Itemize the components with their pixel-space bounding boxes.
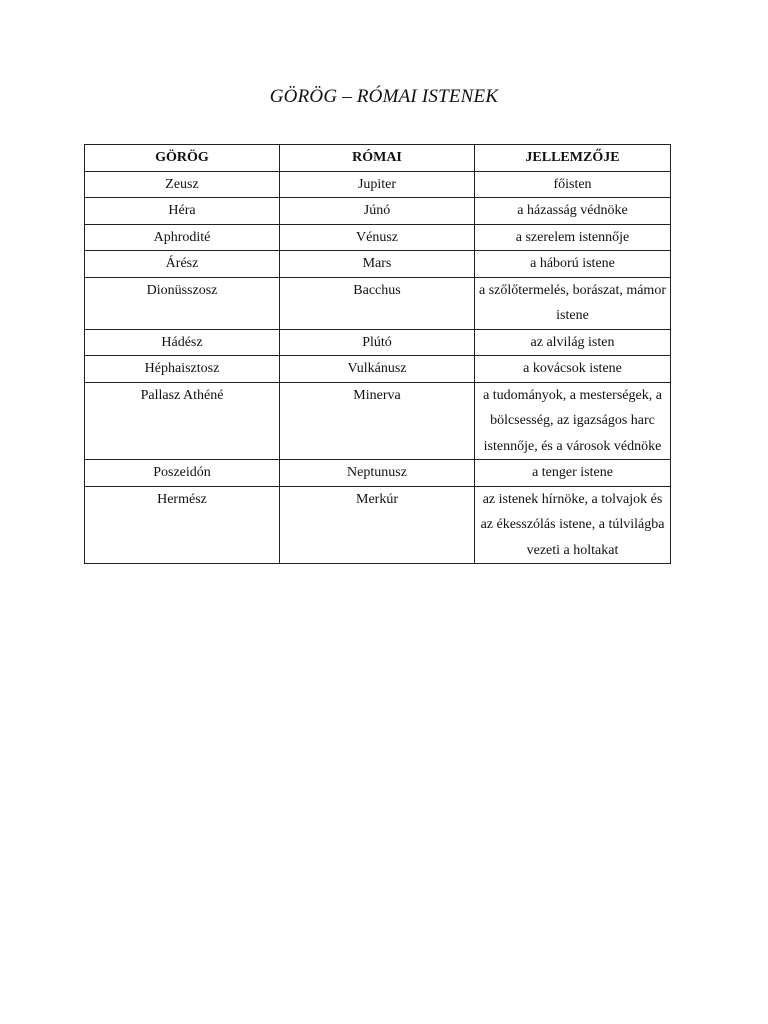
page-title: GÖRÖG – RÓMAI ISTENEK xyxy=(269,86,499,107)
table-row xyxy=(85,486,671,564)
greek-name-cell: Héphaisztosz xyxy=(85,356,280,383)
characteristic-cell: a szőlőtermelés, borászat, mámor istene xyxy=(475,277,671,329)
roman-name-cell: Plútó xyxy=(280,329,475,356)
table-row xyxy=(85,356,671,383)
column-header-roman: RÓMAI xyxy=(280,145,475,172)
table-row xyxy=(85,251,671,278)
roman-name-cell: Bacchus xyxy=(280,277,475,329)
characteristic-cell: a szerelem istennője xyxy=(475,224,671,251)
column-header-characteristic: JELLEMZŐJE xyxy=(475,145,671,172)
characteristic-cell: az istenek hírnöke, a tolvajok és az ékesszólás istene, a túlvilágba vezeti a holtakat xyxy=(475,486,671,564)
greek-name-cell: Héra xyxy=(85,198,280,225)
roman-name-cell: Vénusz xyxy=(280,224,475,251)
greek-name-cell: Pallasz Athéné xyxy=(85,382,280,460)
greek-name-cell: Poszeidón xyxy=(85,460,280,487)
roman-name-cell: Merkúr xyxy=(280,486,475,564)
roman-name-cell: Neptunusz xyxy=(280,460,475,487)
roman-name-cell: Jupiter xyxy=(280,171,475,198)
greek-name-cell: Árész xyxy=(85,251,280,278)
table-row xyxy=(85,224,671,251)
table-header-row xyxy=(85,145,671,172)
greek-name-cell: Aphrodité xyxy=(85,224,280,251)
characteristic-cell: a háború istene xyxy=(475,251,671,278)
greek-name-cell: Dionüsszosz xyxy=(85,277,280,329)
table-row xyxy=(85,382,671,460)
greek-name-cell: Hádész xyxy=(85,329,280,356)
table-row xyxy=(85,198,671,225)
greek-name-cell: Zeusz xyxy=(85,171,280,198)
column-header-greek: GÖRÖG xyxy=(85,145,280,172)
roman-name-cell: Júnó xyxy=(280,198,475,225)
characteristic-cell: az alvilág isten xyxy=(475,329,671,356)
gods-table xyxy=(84,144,671,564)
table-row xyxy=(85,171,671,198)
roman-name-cell: Vulkánusz xyxy=(280,356,475,383)
table-row xyxy=(85,277,671,329)
table-row xyxy=(85,460,671,487)
characteristic-cell: a tudományok, a mesterségek, a bölcsesség, az igazságos harc istennője, és a városok védnöke xyxy=(475,382,671,460)
characteristic-cell: a tenger istene xyxy=(475,460,671,487)
roman-name-cell: Minerva xyxy=(280,382,475,460)
greek-name-cell: Hermész xyxy=(85,486,280,564)
table-row xyxy=(85,329,671,356)
roman-name-cell: Mars xyxy=(280,251,475,278)
characteristic-cell: a házasság védnöke xyxy=(475,198,671,225)
characteristic-cell: a kovácsok istene xyxy=(475,356,671,383)
characteristic-cell: főisten xyxy=(475,171,671,198)
